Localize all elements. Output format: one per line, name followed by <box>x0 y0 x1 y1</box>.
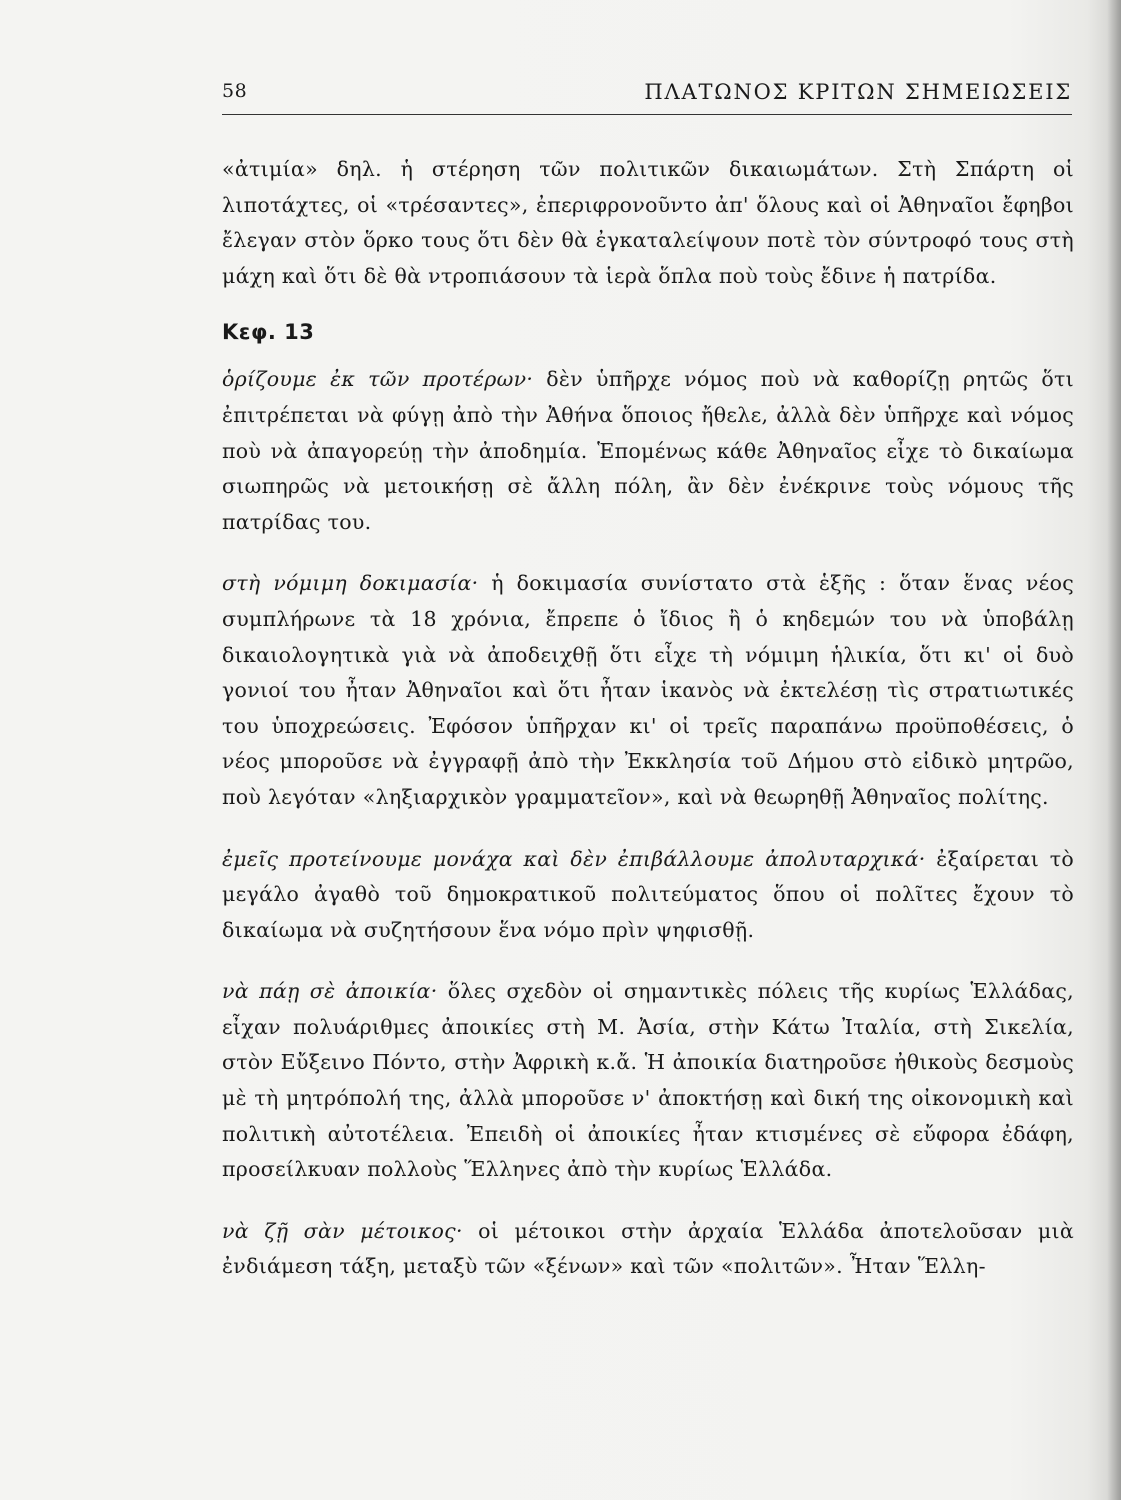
note-lemma: στὴ νόμιμη δοκιμασία· <box>222 571 479 596</box>
page-edge-shadow <box>1107 0 1121 1500</box>
note-text: ἡ δοκιμασία συνίστατο στὰ ἑξῆς : ὅταν ἕνας νέος συμπλήρωνε τὰ 18 χρόνια, ἔπρεπε ὁ ἴδιος ἢ ὁ κηδεμών του νὰ ὑποβάλῃ δικαιολογητικὰ γιὰ νὰ ἀποδειχθῇ ὅτι εἶχε τὴ νόμιμη ἡλικία, ὅτι κι' οἱ δυὸ γονιοί του ἦταν Ἀθηναῖοι καὶ ὅτι ἦταν ἱκανὸς νὰ ἐκτελέσῃ τὶς στρατιωτικές του ὑποχρεώσεις. Ἐφόσον ὑπῆρχαν κι' οἱ τρεῖς παραπάνω προϋποθέσεις, ὁ νέος μποροῦσε νὰ ἐγγραφῇ ἀπὸ τὴν Ἐκκλησία τοῦ Δήμου στὸ εἰδικὸ μητρῶο, ποὺ λεγόταν «ληξιαρχικὸν γραμματεῖον», καὶ νὰ θεωρηθῇ Ἀθηναῖος πολίτης. <box>222 571 1074 809</box>
note-entry <box>222 974 1074 1188</box>
page-number: 58 <box>222 80 248 102</box>
note-text: ἐξαίρεται τὸ μεγάλο ἀγαθὸ τοῦ δημοκρατικοῦ πολιτεύματος ὅπου οἱ πολῖτες ἔχουν τὸ δικαίωμα νὰ συζητήσουν ἕνα νόμο πρὶν ψηφισθῇ. <box>222 846 1074 942</box>
intro-paragraph: «ἀτιμία» δηλ. ἡ στέρηση τῶν πολιτικῶν δικαιωμάτων. Στὴ Σπάρτη οἱ λιποτάχτες, οἱ «τρέσαντες», ἐπεριφρονοῦντο ἀπ' ὅλους καὶ οἱ Ἀθηναῖοι ἔφηβοι ἔλεγαν στὸν ὅρκο τους ὅτι δὲν θὰ ἐγκαταλείψουν ποτὲ τὸν σύντροφό τους στὴ μάχη καὶ ὅτι δὲ θὰ ντροπιάσουν τὰ ἱερὰ ὅπλα ποὺ τοὺς ἔδινε ἡ πατρίδα. <box>222 157 1074 288</box>
note-lemma: ἐμεῖς προτείνουμε μονάχα καὶ δὲν ἐπιβάλλουμε ἀπολυταρχικά· <box>222 846 926 871</box>
page-header <box>222 78 1072 115</box>
note-entry <box>222 842 1074 949</box>
note-entry <box>222 566 1074 815</box>
note-text: ὅλες σχεδὸν οἱ σημαντικὲς πόλεις τῆς κυρίως Ἑλλάδας, εἶχαν πολυάριθμες ἀποικίες στὴ Μ. Ἀσία, στὴν Κάτω Ἰταλία, στὴ Σικελία, στὸν Εὔξεινο Πόντο, στὴν Ἀφρικὴ κ.ἄ. Ἡ ἀποικία διατηροῦσε ἠθικοὺς δεσμοὺς μὲ τὴ μητρόπολή της, ἀλλὰ μποροῦσε ν' ἀποκτήσῃ καὶ δική της οἰκονομικὴ καὶ πολιτικὴ αὐτοτέλεια. Ἐπειδὴ οἱ ἀποικίες ἦταν κτισμένες σὲ εὔφορα ἐδάφη, προσείλκυαν πολλοὺς Ἕλληνες ἀπὸ τὴν κυρίως Ἑλλάδα. <box>222 979 1074 1182</box>
note-lemma: ὁρίζουμε ἐκ τῶν προτέρων· <box>222 367 534 392</box>
note-entry <box>222 362 1074 540</box>
note-lemma: νὰ ζῇ σὰν μέτοικος· <box>222 1218 463 1243</box>
note-text: οἱ μέτοικοι στὴν ἀρχαία Ἑλλάδα ἀποτελοῦσαν μιὰ ἐνδιάμεση τάξη, μεταξὺ τῶν «ξένων» καὶ τῶν «πολιτῶν». Ἦταν Ἕλλη- <box>222 1218 1074 1279</box>
note-entry <box>222 1214 1074 1285</box>
chapter-heading: Κεφ. 13 <box>222 320 315 345</box>
note-text: δὲν ὑπῆρχε νόμος ποὺ νὰ καθορίζῃ ρητῶς ὅτι ἐπιτρέπεται νὰ φύγῃ ἀπὸ τὴν Ἀθήνα ὅποιος ἤθελε, ἀλλὰ δὲν ὑπῆρχε καὶ νόμος ποὺ νὰ ἀπαγορεύῃ τὴν ἀποδημία. Ἑπομένως κάθε Ἀθηναῖος εἶχε τὸ δικαίωμα σιωπηρῶς νὰ μετοικήσῃ σὲ ἄλλη πόλη, ἂν δὲν ἐνέκρινε τοὺς νόμους τῆς πατρίδας του. <box>222 367 1074 534</box>
page-body <box>222 152 1074 1311</box>
note-lemma: νὰ πάῃ σὲ ἀποικία· <box>222 979 438 1004</box>
running-head: ΠΛΑΤΩΝΟΣ ΚΡΙΤΩΝ ΣΗΜΕΙΩΣΕΙΣ <box>644 80 1072 104</box>
